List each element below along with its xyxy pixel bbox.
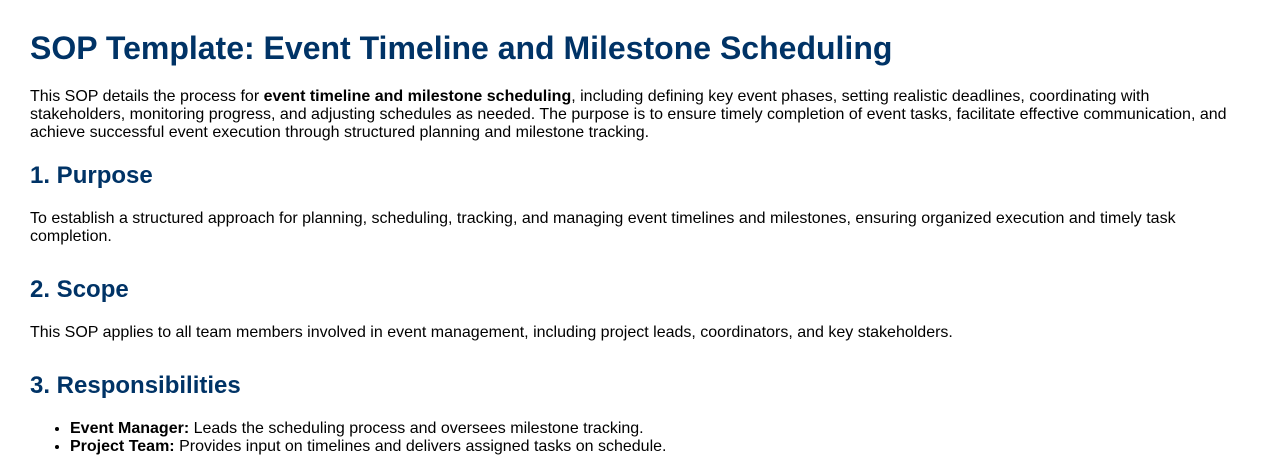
scope-text: This SOP applies to all team members involved in event management, including project leads, coordinators, and key stakeholders. <box>30 324 953 341</box>
purpose-heading: 1. Purpose <box>30 162 153 189</box>
role-label: Project Team: <box>70 438 175 455</box>
scope-heading: 2. Scope <box>30 276 129 303</box>
role-label: Event Manager: <box>70 420 190 437</box>
intro-paragraph <box>30 88 1233 142</box>
list-item-event-manager <box>70 420 1233 438</box>
list-item-project-team <box>70 438 1233 456</box>
page-title: SOP Template: Event Timeline and Milestone Scheduling <box>30 30 893 66</box>
role-description: Leads the scheduling process and oversees milestone tracking. <box>189 420 644 437</box>
responsibilities-list <box>30 420 1233 456</box>
purpose-text: To establish a structured approach for planning, scheduling, tracking, and managing event timelines and milestones, ensuring organized execution and timely task completion. <box>30 210 1176 245</box>
responsibilities-heading: 3. Responsibilities <box>30 372 241 399</box>
intro-text-bold: event timeline and milestone scheduling <box>263 88 572 105</box>
intro-text-after: , including defining key event phases, setting realistic deadlines, coordinating with stakeholders, monitoring progress, and adjusting schedules as needed. The purpose is to ensure timely completion of event tasks, facilitate effective communication, and achieve successful event execution through structured planning and milestone tracking. <box>30 88 1227 141</box>
intro-text-before: This SOP details the process for <box>30 88 264 105</box>
role-description: Provides input on timelines and delivers assigned tasks on schedule. <box>174 438 667 455</box>
